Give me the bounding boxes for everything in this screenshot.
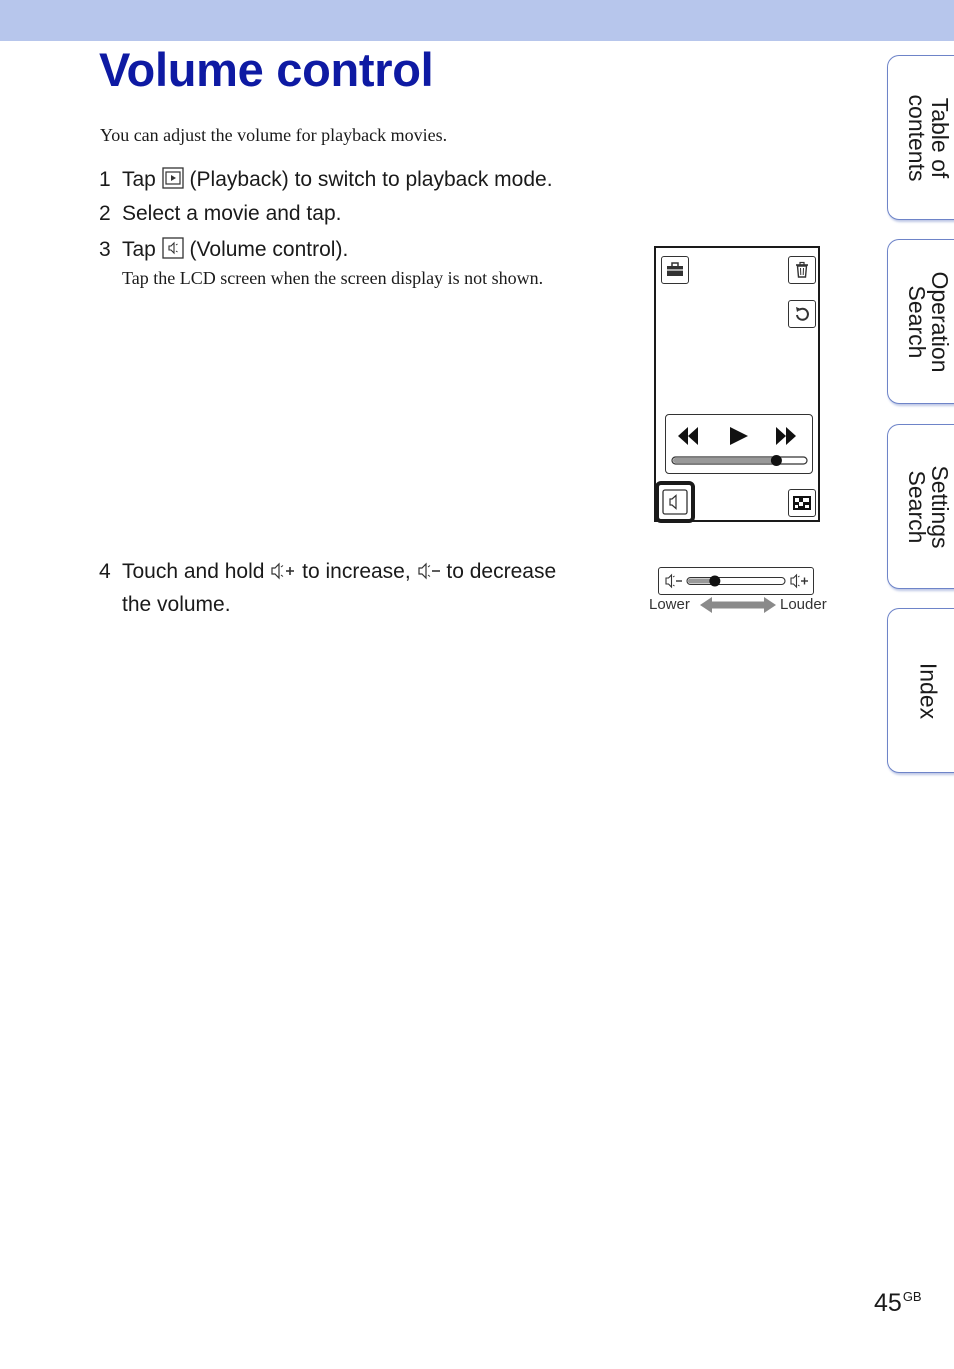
intro-text: You can adjust the volume for playback movies. [100, 125, 448, 145]
delete-icon [788, 256, 816, 284]
step-4 [99, 557, 609, 620]
tab-table-of-contents[interactable] [887, 55, 954, 220]
step-text: Tap [122, 168, 156, 191]
playback-icon [162, 167, 184, 195]
volume-level-knob [709, 576, 720, 587]
step-number: 3 [99, 238, 111, 261]
louder-label: Louder [780, 596, 827, 613]
volume-bar-illustration [658, 567, 814, 595]
page-title: Volume control [99, 43, 434, 96]
step-text: to decrease [446, 560, 557, 583]
tab-label: Settings Search [903, 464, 953, 549]
lcd-screen-illustration [654, 246, 820, 522]
playback-progress-fill [673, 458, 776, 463]
page-number: $45^{GB}$ [874, 1289, 922, 1317]
step-3 [99, 237, 348, 265]
double-arrow-icon [700, 596, 776, 619]
volume-down-icon [417, 560, 441, 590]
tab-label: Operation Search [903, 270, 953, 373]
step-3-note: Tap the LCD screen when the screen display is not shown. [122, 268, 544, 288]
tab-index[interactable] [887, 608, 954, 773]
index-view-icon [788, 489, 816, 517]
transport-controls [665, 414, 813, 474]
step-text: Tap [122, 238, 156, 261]
rotate-icon [788, 300, 816, 328]
volume-up-icon [270, 560, 296, 590]
play-icon [730, 427, 748, 445]
step-text: (Playback) to switch to playback mode. [189, 168, 553, 191]
step-text: Select a movie and tap. [122, 202, 342, 225]
fast-forward-icon [776, 427, 796, 445]
rewind-icon [678, 427, 698, 445]
volume-control-button [655, 481, 695, 523]
lower-label: Lower [649, 596, 690, 613]
step-text: the volume. [122, 593, 231, 616]
step-text: to increase, [302, 560, 411, 583]
step-number: 4 [99, 560, 111, 583]
step-1 [99, 167, 553, 195]
tab-label: Table of contents [903, 94, 953, 181]
playback-progress-knob [771, 455, 782, 466]
toolbox-icon [661, 256, 689, 284]
tab-settings-search[interactable] [887, 424, 954, 589]
volume-control-icon [162, 237, 184, 265]
volume-up-icon [791, 575, 808, 587]
header-band [0, 0, 954, 41]
step-text: (Volume control). [189, 238, 349, 261]
tab-operation-search[interactable] [887, 239, 954, 404]
page-suffix: GB [902, 1289, 922, 1304]
tab-label: Index [915, 662, 941, 719]
step-number: 1 [99, 168, 111, 191]
step-text: Touch and hold [122, 560, 265, 583]
step-2 [99, 202, 341, 226]
volume-down-icon [666, 575, 682, 587]
step-number: 2 [99, 202, 111, 225]
